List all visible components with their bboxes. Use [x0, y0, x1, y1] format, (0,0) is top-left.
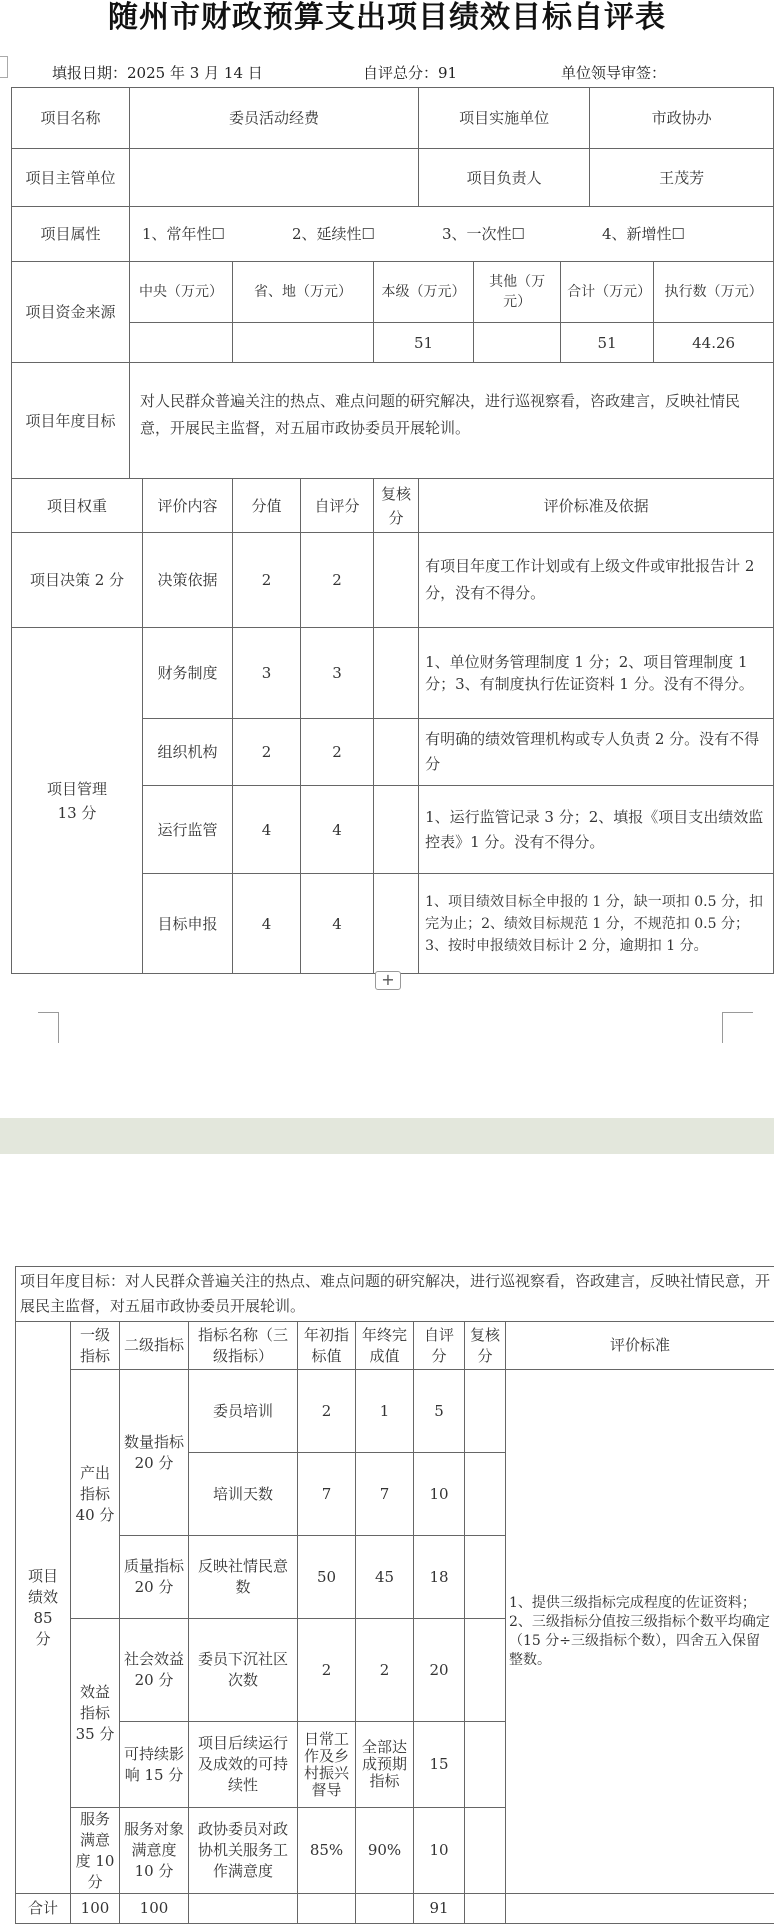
indicator-self: 15 — [414, 1722, 465, 1808]
fund-value — [130, 323, 233, 363]
p2-header: 评价标准 — [506, 1322, 774, 1370]
indicator-name: 委员培训 — [189, 1370, 298, 1453]
attr-option[interactable]: 3、一次性☐ — [442, 222, 602, 246]
p2-header: 年初指标值 — [298, 1322, 356, 1370]
eval-score: 2 — [233, 719, 301, 786]
score-value: 91 — [438, 64, 457, 82]
crop-mark — [722, 1012, 753, 1043]
eval-self-score: 4 — [301, 786, 374, 874]
project-name-label: 项目名称 — [12, 88, 130, 149]
indicator-review — [465, 1722, 506, 1808]
eval-self-score: 3 — [301, 628, 374, 719]
p2-goal-text: 项目年度目标：对人民群众普遍关注的热点、难点问题的研究解决，进行巡视察看，咨政建言，反映社情民意，开展民主监督，对五届市政协委员开展轮训。 — [16, 1267, 774, 1322]
eval-self-score: 2 — [301, 719, 374, 786]
fund-value: 51 — [374, 323, 474, 363]
total-self: 91 — [414, 1894, 465, 1924]
qty-group: 数量指标 20 分 — [120, 1370, 189, 1536]
total-level1: 100 — [71, 1894, 120, 1924]
management-group: 项目管理 13 分 — [12, 628, 143, 974]
eval-header: 复核分 — [374, 479, 419, 533]
attr-option[interactable]: 2、延续性☐ — [292, 222, 442, 246]
eval-content: 运行监管 — [143, 786, 233, 874]
total-empty — [189, 1894, 298, 1924]
eval-criteria: 有项目年度工作计划或有上级文件或审批报告计 2 分，没有不得分。 — [419, 533, 774, 628]
indicator-name: 政协委员对政协机关服务工作满意度 — [189, 1808, 298, 1894]
fund-value: 44.26 — [654, 323, 774, 363]
indicator-review — [465, 1808, 506, 1894]
indicator-self: 18 — [414, 1536, 465, 1619]
fill-date — [52, 62, 263, 84]
indicator-plan: 日常工作及乡村振兴督导 — [298, 1722, 356, 1808]
eval-review-score — [374, 719, 419, 786]
attr-options — [130, 207, 774, 262]
indicator-name: 反映社情民意数 — [189, 1536, 298, 1619]
fund-header: 执行数（万元） — [654, 262, 774, 323]
eval-criteria: 1、运行监管记录 3 分；2、填报《项目支出绩效监控表》1 分。没有不得分。 — [419, 786, 774, 874]
fund-header: 合计（万元） — [561, 262, 654, 323]
date-label: 填报日期： — [52, 64, 127, 82]
total-empty — [298, 1894, 356, 1924]
indicator-self: 5 — [414, 1370, 465, 1453]
date-year-unit: 年 — [170, 64, 185, 82]
indicator-actual: 7 — [356, 1453, 414, 1536]
project-name: 委员活动经费 — [130, 88, 419, 149]
fund-header: 本级（万元） — [374, 262, 474, 323]
eval-self-score: 4 — [301, 874, 374, 974]
eval-review-score — [374, 786, 419, 874]
indicator-actual: 2 — [356, 1619, 414, 1722]
p2-header: 指标名称（三级指标） — [189, 1322, 298, 1370]
total-empty — [506, 1894, 774, 1924]
indicator-actual: 45 — [356, 1536, 414, 1619]
indicator-review — [465, 1453, 506, 1536]
total-empty — [465, 1894, 506, 1924]
p2-header: 复核分 — [465, 1322, 506, 1370]
attr-option[interactable]: 1、常年性☐ — [142, 222, 292, 246]
indicator-plan: 2 — [298, 1619, 356, 1722]
eval-review-score — [374, 628, 419, 719]
eval-criteria: 1、项目绩效目标全申报的 1 分，缺一项扣 0.5 分，扣完为止；2、绩效目标规范 1 分，不规范扣 0.5 分；3、按时申报绩效目标计 2 分，逾期扣 1 分。 — [419, 874, 774, 974]
eval-header: 评价内容 — [143, 479, 233, 533]
fund-value — [233, 323, 374, 363]
goal-text: 对人民群众普遍关注的热点、难点问题的研究解决，进行巡视察看，咨政建言，反映社情民意，开展民主监督，对五届市政协委员开展轮训。 — [130, 363, 774, 479]
leader-sign: 单位领导审签： — [561, 62, 666, 84]
table-move-handle[interactable] — [0, 56, 8, 78]
goal-label: 项目年度目标 — [12, 363, 130, 479]
satisfaction-group: 服务对象满意度 10 分 — [120, 1808, 189, 1894]
p2-header: 二级指标 — [120, 1322, 189, 1370]
eval-review-score — [374, 533, 419, 628]
indicator-self: 10 — [414, 1808, 465, 1894]
eval-self-score: 2 — [301, 533, 374, 628]
impl-unit-label: 项目实施单位 — [419, 88, 590, 149]
indicator-name: 委员下沉社区次数 — [189, 1619, 298, 1722]
supervisor — [130, 149, 419, 207]
eval-header: 评价标准及依据 — [419, 479, 774, 533]
date-day: 14 — [224, 64, 243, 82]
owner-label: 项目负责人 — [419, 149, 590, 207]
total-label: 合计 — [16, 1894, 71, 1924]
attr-label: 项目属性 — [12, 207, 130, 262]
fund-value: 51 — [561, 323, 654, 363]
service-group: 服务满意度 10 分 — [71, 1808, 120, 1894]
performance-indicator-table — [15, 1266, 774, 1924]
date-year: 2025 — [127, 64, 165, 82]
self-score-total — [363, 62, 457, 84]
fund-label: 项目资金来源 — [12, 262, 130, 363]
crop-mark — [38, 1012, 59, 1043]
page-break-gap — [0, 1118, 774, 1154]
output-group: 产出指标 40 分 — [71, 1370, 120, 1619]
fund-header: 其他（万元） — [474, 262, 561, 323]
eval-criteria: 1、单位财务管理制度 1 分；2、项目管理制度 1 分；3、有制度执行佐证资料 1 分。没有不得分。 — [419, 628, 774, 719]
indicator-name: 培训天数 — [189, 1453, 298, 1536]
owner: 王茂芳 — [590, 149, 774, 207]
attr-option[interactable]: 4、新增性☐ — [602, 225, 685, 243]
eval-criteria: 有明确的绩效管理机构或专人负责 2 分。没有不得分 — [419, 719, 774, 786]
eval-content: 财务制度 — [143, 628, 233, 719]
impl-unit: 市政协办 — [590, 88, 774, 149]
date-day-unit: 日 — [248, 64, 263, 82]
indicator-name: 项目后续运行及成效的可持续性 — [189, 1722, 298, 1808]
eval-score: 3 — [233, 628, 301, 719]
quality-group: 质量指标 20 分 — [120, 1536, 189, 1619]
p2-header: 一级指标 — [71, 1322, 120, 1370]
indicator-actual: 1 — [356, 1370, 414, 1453]
indicator-plan: 2 — [298, 1370, 356, 1453]
p2-criteria: 1、提供三级指标完成程度的佐证资料；2、三级指标分值按三级指标个数平均确定（15 分÷三级指标个数），四舍五入保留整数。 — [506, 1370, 774, 1894]
p2-header: 自评分 — [414, 1322, 465, 1370]
eval-score: 4 — [233, 874, 301, 974]
eval-score: 2 — [233, 533, 301, 628]
benefit-group: 效益指标 35 分 — [71, 1619, 120, 1808]
add-row-button[interactable]: + — [375, 971, 401, 990]
eval-review-score — [374, 874, 419, 974]
p2-header: 年终完成值 — [356, 1322, 414, 1370]
eval-header: 项目权重 — [12, 479, 143, 533]
eval-header: 自评分 — [301, 479, 374, 533]
indicator-actual: 全部达成预期指标 — [356, 1722, 414, 1808]
indicator-self: 20 — [414, 1619, 465, 1722]
date-month-unit: 月 — [204, 64, 219, 82]
indicator-review — [465, 1370, 506, 1453]
eval-score: 4 — [233, 786, 301, 874]
fund-header: 中央（万元） — [130, 262, 233, 323]
total-empty — [356, 1894, 414, 1924]
indicator-actual: 90% — [356, 1808, 414, 1894]
indicator-plan: 50 — [298, 1536, 356, 1619]
page-title: 随州市财政预算支出项目绩效目标自评表 — [0, 0, 774, 40]
indicator-self: 10 — [414, 1453, 465, 1536]
social-group: 社会效益 20 分 — [120, 1619, 189, 1722]
eval-content: 决策依据 — [143, 533, 233, 628]
self-eval-table — [11, 87, 774, 974]
eval-content: 组织机构 — [143, 719, 233, 786]
indicator-review — [465, 1536, 506, 1619]
perf-group: 项目绩效 85 分 — [16, 1322, 71, 1894]
fund-header: 省、地（万元） — [233, 262, 374, 323]
indicator-plan: 85% — [298, 1808, 356, 1894]
fund-value — [474, 323, 561, 363]
eval-content: 目标申报 — [143, 874, 233, 974]
sustain-group: 可持续影响 15 分 — [120, 1722, 189, 1808]
decision-group: 项目决策 2 分 — [12, 533, 143, 628]
supervisor-label: 项目主管单位 — [12, 149, 130, 207]
date-month: 3 — [190, 64, 200, 82]
total-level2: 100 — [120, 1894, 189, 1924]
indicator-plan: 7 — [298, 1453, 356, 1536]
eval-header: 分值 — [233, 479, 301, 533]
indicator-review — [465, 1619, 506, 1722]
score-label: 自评总分： — [363, 64, 438, 82]
